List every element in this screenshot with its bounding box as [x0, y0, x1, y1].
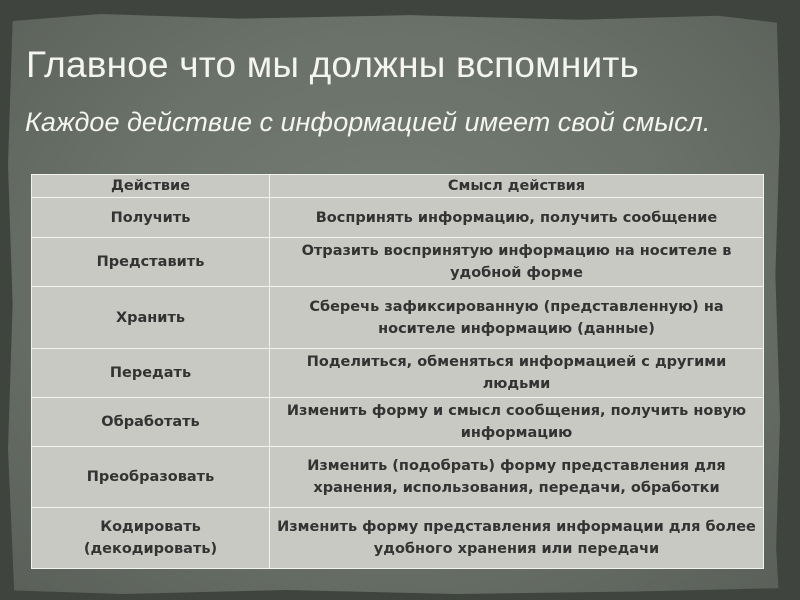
meaning-cell: Поделиться, обменяться информацией с другими людьми — [270, 349, 764, 398]
table-row — [32, 198, 764, 238]
action-cell: Получить — [32, 198, 270, 238]
actions-table — [31, 174, 764, 569]
header-action: Действие — [32, 175, 270, 198]
meaning-cell: Изменить форму представления информации для более удобного хранения или передачи — [270, 508, 764, 569]
table-header-row — [32, 175, 764, 198]
table-row — [32, 238, 764, 287]
table-row — [32, 287, 764, 349]
action-cell: Передать — [32, 349, 270, 398]
meaning-cell: Сберечь зафиксированную (представленную) на носителе информацию (данные) — [270, 287, 764, 349]
meaning-cell: Воспринять информацию, получить сообщение — [270, 198, 764, 238]
slide-title: Главное что мы должны вспомнить — [26, 44, 639, 85]
slide-subtitle: Каждое действие с информацией имеет свой смысл. — [25, 107, 711, 137]
header-meaning: Смысл действия — [270, 175, 764, 198]
action-cell: Преобразовать — [32, 447, 270, 508]
table-row — [32, 349, 764, 398]
action-cell: Обработать — [32, 398, 270, 447]
table-row — [32, 508, 764, 569]
meaning-cell: Изменить форму и смысл сообщения, получить новую информацию — [270, 398, 764, 447]
action-cell: Кодировать (декодировать) — [32, 508, 270, 569]
table-row — [32, 398, 764, 447]
meaning-cell: Отразить воспринятую информацию на носителе в удобной форме — [270, 238, 764, 287]
table-row — [32, 447, 764, 508]
meaning-cell: Изменить (подобрать) форму представления для хранения, использования, передачи, обработки — [270, 447, 764, 508]
action-cell: Представить — [32, 238, 270, 287]
action-cell: Хранить — [32, 287, 270, 349]
